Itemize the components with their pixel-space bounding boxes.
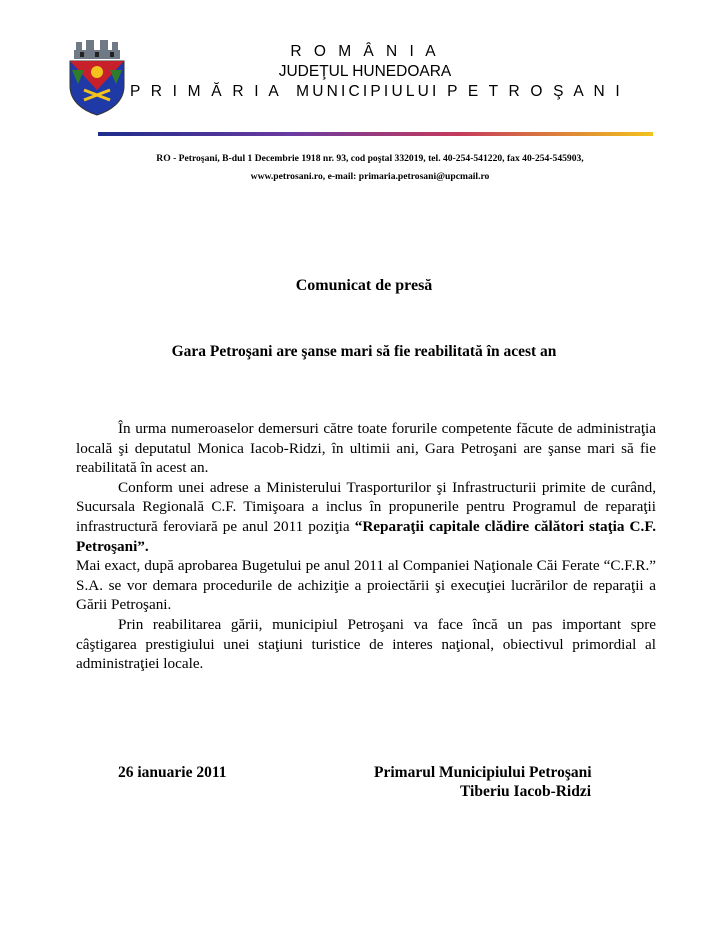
county-heading: JUDEŢUL HUNEDOARA (278, 63, 452, 80)
city-hall-heading: P R I M Ă R I A MUNICIPIULUI P E T R O Ş A N I (130, 83, 623, 100)
press-release-headline: Gara Petroşani are şanse mari să fie reabilitată în acest an (171, 343, 557, 360)
paragraph-3: Mai exact, după aprobarea Bugetului pe anul 2011 al Companiei Naţionale Căi Ferate “C.F.R.” S.A. se vor demara procedurile de achiziţie a proiectării şi execuţiei lucrărilor de reparaţii a Gării Petroşani. (76, 557, 656, 614)
country-heading: R O M Â N I A (290, 43, 440, 60)
paragraph-2-text: Conform unei adrese a Ministerului Trasporturilor şi Infrastructurii primite de curând, Sucursala Regională C.F. Timişoara a inclus în propunerile pentru Programul de reparaţii infrastructură feroviară pe anul 2011 poziţia (76, 478, 656, 535)
signatory-name: Tiberiu Iacob-Ridzi (460, 783, 592, 800)
paragraph-2 (76, 478, 656, 556)
signatory-title: Primarul Municipiului Petroşani (374, 764, 592, 781)
document-date: 26 ianuarie 2011 (118, 764, 227, 781)
paragraph-1: În urma numeroaselor demersuri către toate forurile competente făcute de administraţia locală şi deputatul Monica Iacob-Ridzi, în ultimii ani, Gara Petroşani are şanse mari să fie reabilitată în acest an. (76, 420, 656, 477)
paragraph-4: Prin reabilitarea gării, municipiul Petroşani va face încă un pas important spre câştigarea prestigiului unei staţiuni turistice de interes naţional, obiectivul primordial al administraţiei locale. (76, 615, 656, 673)
contact-web-email: www.petrosani.ro, e-mail: primaria.petrosani@upcmail.ro (250, 171, 490, 182)
document-type-title: Comunicat de presă (295, 277, 433, 294)
contact-address: RO - Petroşani, B-dul 1 Decembrie 1918 nr. 93, cod poştal 332019, tel. 40-254-541220, fax 40-254-545903, (156, 153, 584, 164)
header-divider (98, 132, 653, 136)
coat-of-arms-icon (66, 40, 128, 116)
press-release-body (76, 419, 656, 674)
paragraph-2-bold-item: “Reparaţii capitale clădire călători staţia C.F. Petroşani”. (76, 517, 656, 555)
